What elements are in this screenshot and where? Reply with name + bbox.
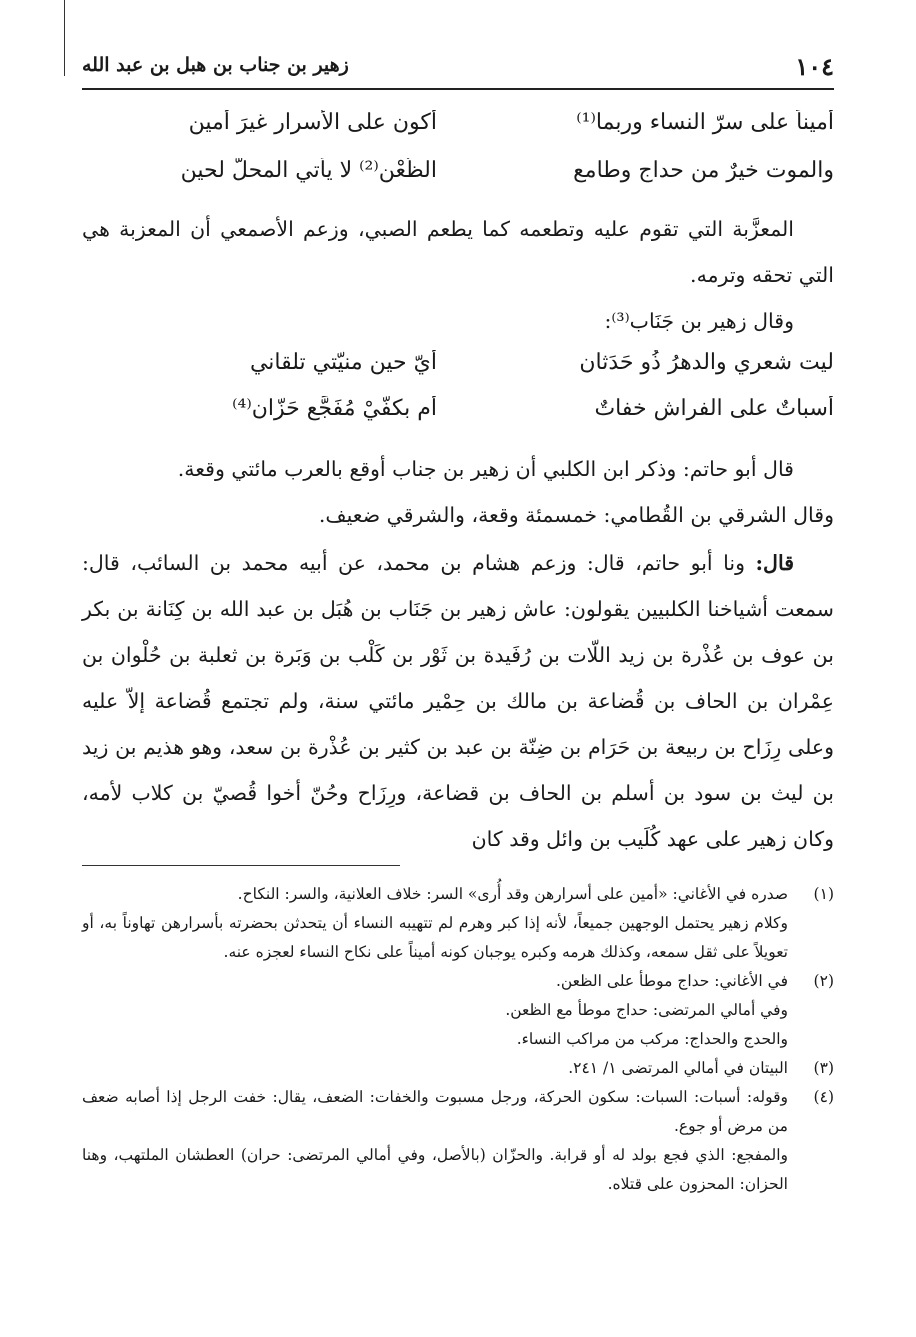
- page-number: ١٠٤: [795, 52, 834, 81]
- footnote-number: (٣): [813, 1059, 834, 1077]
- paragraph-body: ونا أبو حاتم، قال: وزعم هشام بن محمد، عن أبيه محمد بن السائب، قال: سمعت أشياخنا الكلبيين يقولون: عاش زهير بن جَنَاب بن هُبَل بن عبد الله بن كِنَانة بن بكر بن عوف بن عُذْرة بن زيد اللّات بن رُفَيدة بن ثَوْر بن كَلْب بن وَبَرة بن ثعلبة بن حُلْوان بن عِمْران بن الحاف بن قُضاعة بن مالك بن حِمْير مائتي سنة، ولم تجتمع قُضاعة إلاّ عليه وعلى رِزَاح بن ربيعة بن حَرَام بن ضِنّة بن عبد بن كثير بن عُذْرة بن سعد، وهو هذيم بن زيد بن ليث بن سود بن أسلم بن الحاف بن قضاعة، ورِزَاح وحُنّ أخوا قُصيّ بن كلاب لأمه، وكان زهير على عهد كُلَيب بن وائل وقد كان: [82, 551, 834, 851]
- paragraph-lead: قال:: [755, 551, 794, 575]
- footnote-line: والمفجع: الذي فجع بولد له أو قرابة. والحزّان (بالأصل، وفي أمالي المرتضى: حران) العطشان الملتهب، وهنا الحزان: المحزون على قتلاه.: [82, 1146, 788, 1193]
- footnote-line: وقوله: أسبات: السبات: سكون الحركة، ورجل مسبوت والخفات: الضعف، يقال: خفت الرجل إذا أصابه ضعف من مرض أو جوع.: [82, 1088, 788, 1135]
- footnote-4: [82, 1083, 834, 1199]
- footnote-1: [82, 880, 834, 967]
- paragraph: قال أبو حاتم: وذكر ابن الكلبي أن زهير بن جناب أوقع بالعرب مائتي وقعة.: [177, 457, 794, 481]
- footnote-3: [82, 1054, 834, 1083]
- paragraph: [82, 540, 834, 862]
- footnote-2: [82, 967, 834, 1054]
- footnote-line: وفي أمالي المرتضى: حداج موطأ مع الظعن.: [505, 1001, 788, 1019]
- hemistich-second: أم بكفَّيْ مُفَجَّعٍ حَزّان⁽⁴⁾: [232, 396, 437, 421]
- footnote-line: وكلام زهير يحتمل الوجهين جميعاً، لأنه إذا كبر وهرم لم تتهيبه النساء أن يتحدثن بحضرته بأسرارهن تهاوناً به، أو تعويلاً على ثقل سمعه، وكذلك هرمه وكبره يوجبان كونه أميناً على نكاح النساء لعجزه عنه.: [82, 914, 788, 961]
- footnote-number: (١): [813, 885, 834, 903]
- paragraph: المعزَّبة التي تقوم عليه وتطعمه كما يطعم الصبي، وزعم الأصمعي أن المعزبة هي التي تحقه وترمه.: [82, 217, 834, 287]
- hemistich-second: الظَّعْنِ⁽²⁾ لا يأتي المحلّ لحينِ: [180, 158, 437, 183]
- poem2-verse-1: [82, 350, 834, 390]
- hemistich-first: والموت خيرٌ من حداجٍ وطامعٍ: [573, 158, 834, 183]
- hemistich-first: أميناً على سرّ النساء وربما⁽¹⁾: [576, 110, 834, 135]
- page-header: [82, 52, 834, 86]
- prose-block-2: [82, 446, 834, 538]
- footnote-line: البيتان في أمالي المرتضى ١/ ٢٤١.: [568, 1059, 788, 1077]
- paragraph: وقال الشرقي بن القُطامي: خمسمئة وقعة، والشرقي ضعيف.: [318, 503, 834, 527]
- prose-block-3: [82, 540, 834, 862]
- header-rule: [82, 88, 834, 90]
- running-title: زهير بن جناب بن هبل بن عبد الله: [82, 54, 349, 76]
- footnote-number: (٢): [813, 972, 834, 990]
- hemistich-second: أيّ حينِ منيّتي تلقاني: [249, 350, 437, 375]
- footnotes: [82, 880, 834, 1199]
- footnote-number: (٤): [813, 1088, 834, 1106]
- poem1-verse-1: [82, 110, 834, 150]
- hemistich-first: أسباتٌ على الفراش خفاتٌ: [594, 396, 834, 421]
- margin-rule: [64, 0, 65, 76]
- footnote-rule: [82, 865, 400, 866]
- footnote-line: صدره في الأغاني: «أمين على أسرارهن وقد أُرى» السر: خلاف العلانية، والسر: النكاح.: [237, 885, 788, 903]
- poem-intro: وقال زهير بن جَنَاب⁽³⁾:: [604, 309, 794, 333]
- footnote-line: والحدج والحداج: مركب من مراكب النساء.: [516, 1030, 788, 1048]
- prose-block-1: [82, 206, 834, 344]
- poem1-verse-2: [82, 158, 834, 198]
- poem2-verse-2: [82, 396, 834, 436]
- hemistich-second: أكون على الأسرار غيرَ أمينِ: [188, 110, 437, 135]
- footnote-line: في الأغاني: حداج موطأ على الظعن.: [555, 972, 788, 990]
- hemistich-first: ليت شعري والدهرُ ذُو حَدَثان: [579, 350, 834, 375]
